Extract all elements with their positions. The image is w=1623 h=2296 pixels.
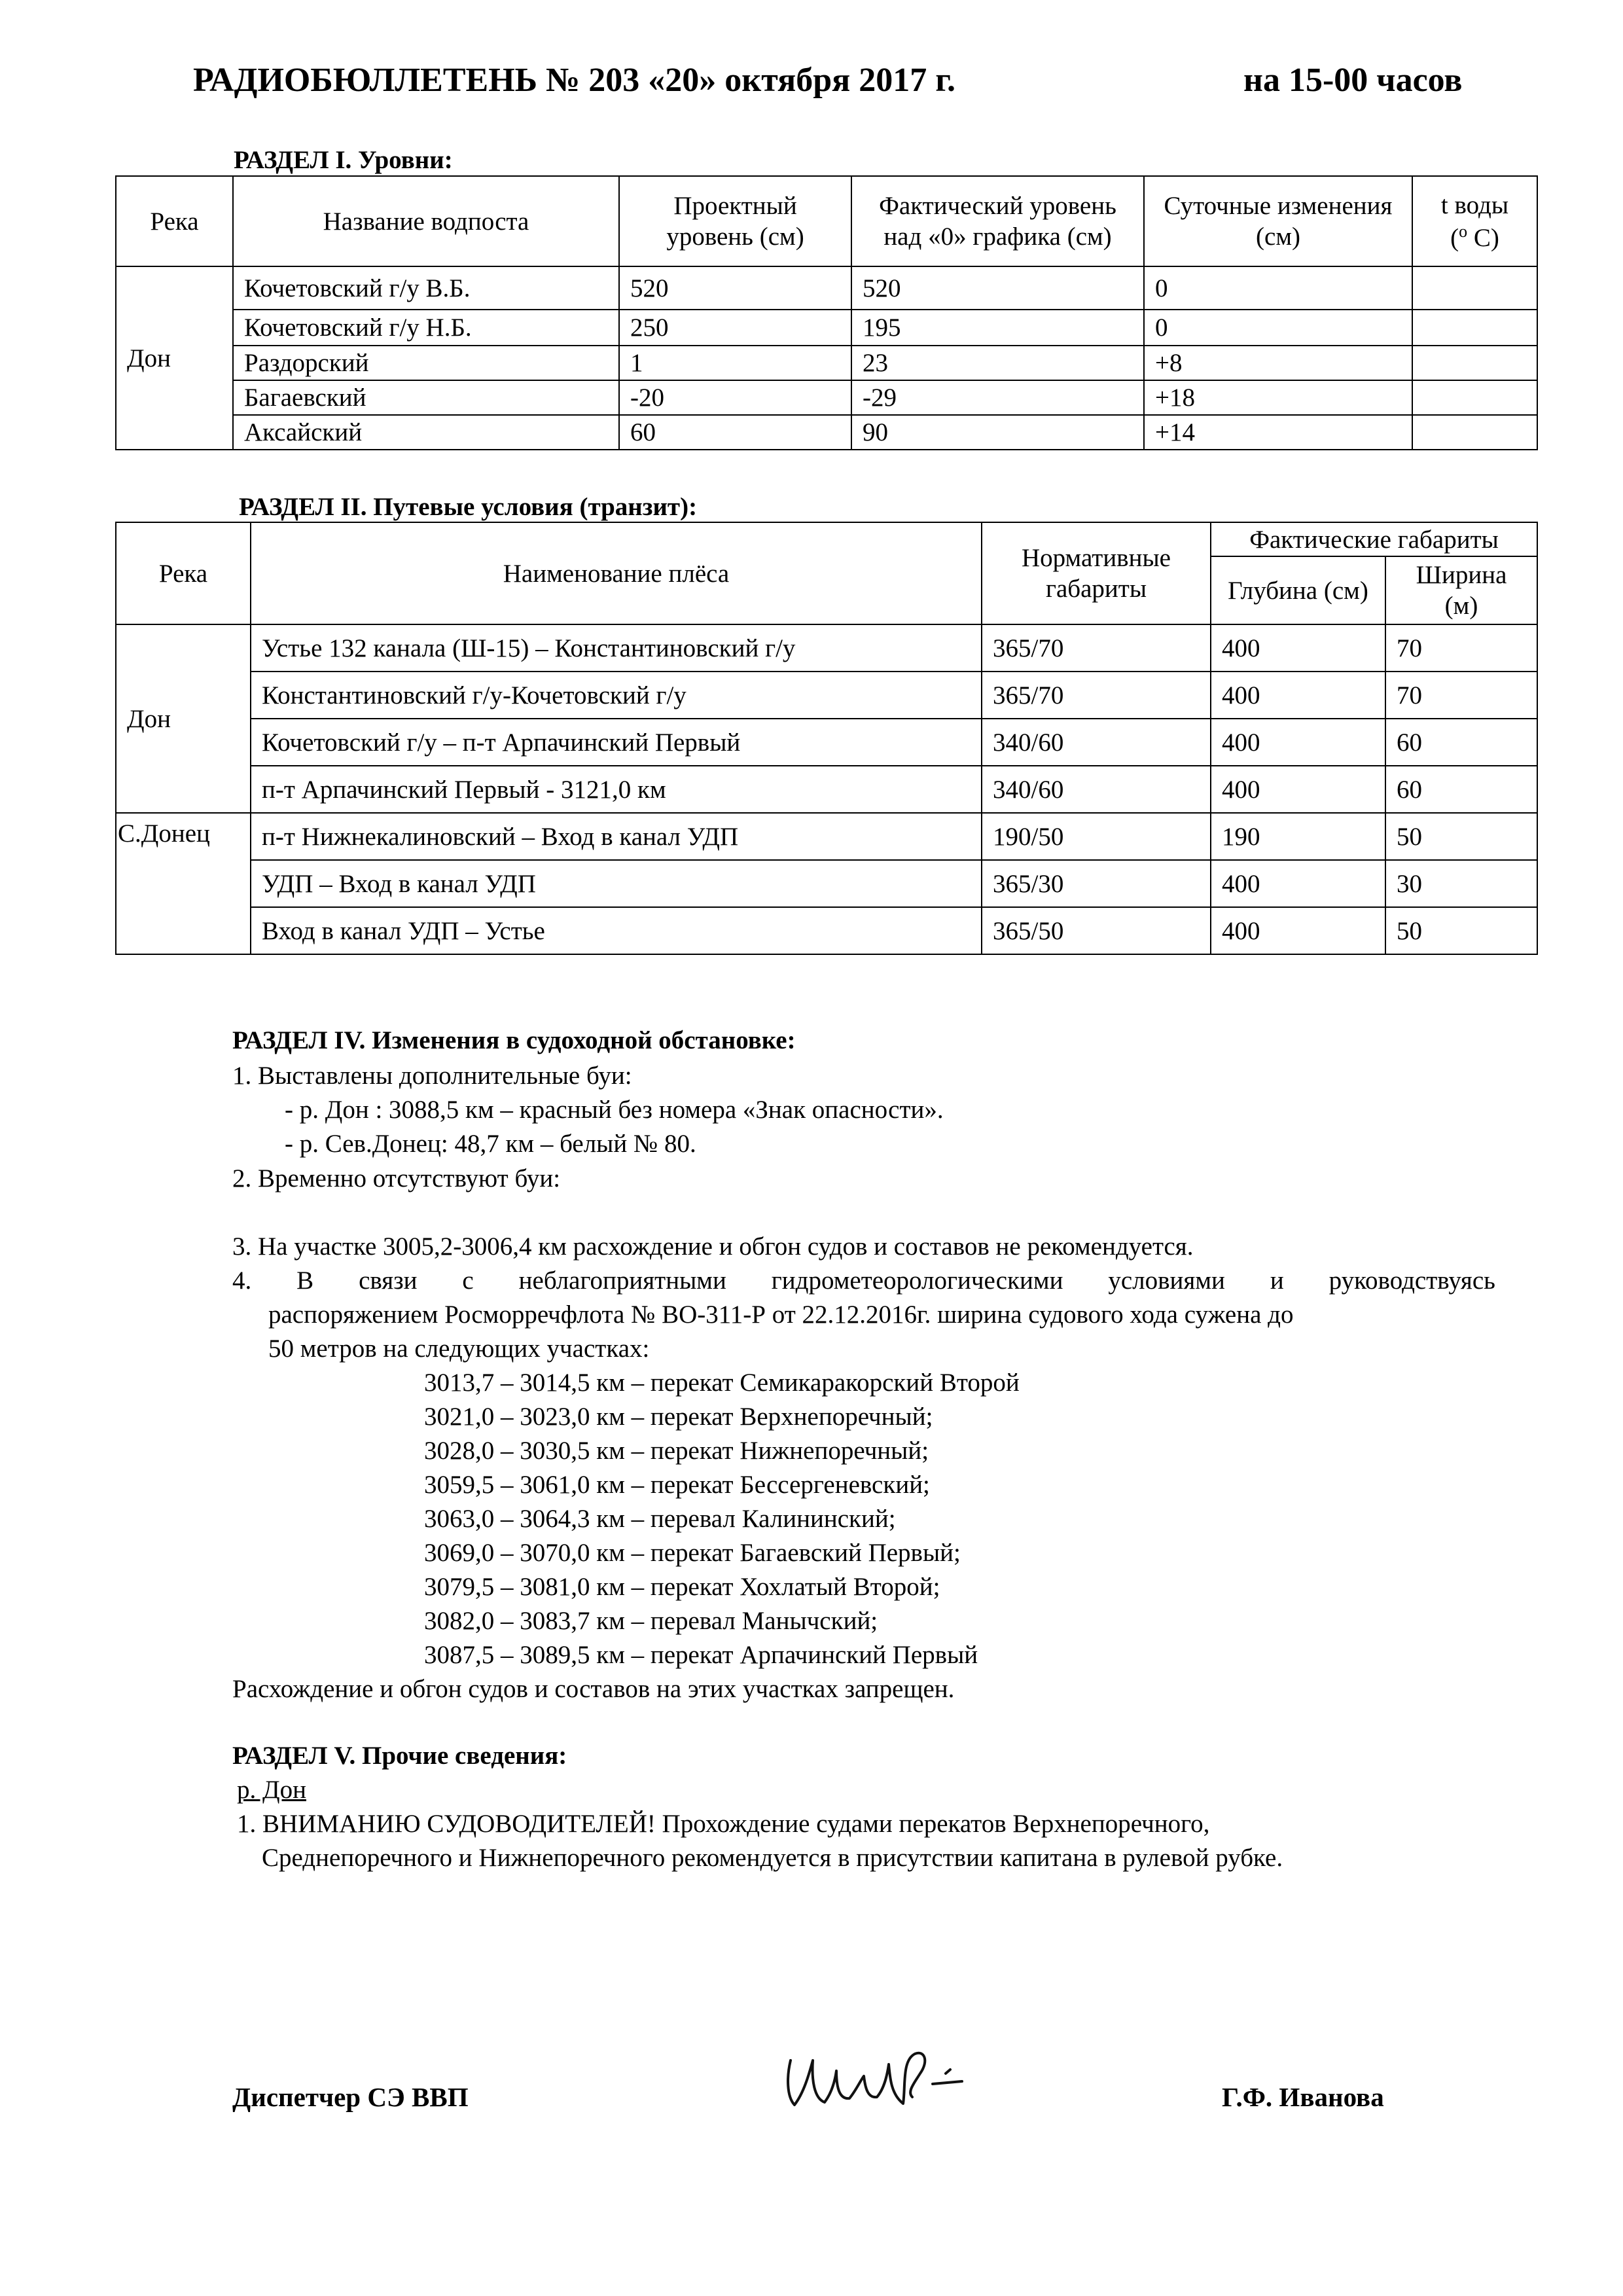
levels-table [115,175,1538,450]
narrowed-segment: 3013,7 – 3014,5 км – перекат Семикаракорский Второй [424,1369,1020,1397]
temp-value [1412,310,1537,346]
normative-value: 365/70 [982,672,1211,719]
item4-word: с [462,1266,474,1295]
width-value: 50 [1385,813,1537,860]
narrowed-segment: 3079,5 – 3081,0 км – перекат Хохлатый Второй; [424,1573,940,1601]
project-value: 250 [619,310,851,346]
item4-word: 4. [232,1266,252,1295]
table-row [116,907,1537,954]
actual-value: -29 [851,380,1144,415]
project-value: 60 [619,415,851,450]
col-actual-group: Фактические габариты [1211,522,1537,556]
item4-word: и [1270,1266,1284,1295]
depth-value: 400 [1211,624,1385,672]
temp-value [1412,346,1537,380]
section4-item1-a: - р. Дон : 3088,5 км – красный без номера «Знак опасности». [285,1096,944,1124]
post-name: Кочетовский г/у Н.Б. [233,310,619,346]
width-value: 30 [1385,860,1537,907]
section4-item1-b: - р. Сев.Донец: 48,7 км – белый № 80. [285,1130,696,1158]
narrowed-segment: 3059,5 – 3061,0 км – перекат Бессергеневский; [424,1471,930,1499]
dispatcher-name: Г.Ф. Иванова [1222,2082,1384,2112]
item4-word: В [296,1266,314,1295]
item4-word: условиями [1108,1266,1225,1295]
post-name: Кочетовский г/у В.Б. [233,266,619,310]
col-river: Река [116,522,251,624]
table-row [116,624,1537,672]
change-value: +8 [1144,346,1412,380]
temp-value [1412,380,1537,415]
narrowed-segment: 3063,0 – 3064,3 км – перевал Калининский; [424,1505,896,1533]
narrowed-segment: 3021,0 – 3023,0 км – перекат Верхнепоречный; [424,1403,933,1431]
reach-name: Константиновский г/у-Кочетовский г/у [251,672,982,719]
title-main: РАДИОБЮЛЛЕТЕНЬ № 203 «20» октября 2017 г. [193,62,956,99]
degree-sup: o [1459,221,1468,241]
item4-word: связи [359,1266,418,1295]
depth-value: 400 [1211,907,1385,954]
actual-value: 520 [851,266,1144,310]
river-cell-don: Дон [116,624,251,813]
section5-item1-line1: 1. ВНИМАНИЮ СУДОВОДИТЕЛЕЙ! Прохождение судами перекатов Верхнепоречного, [237,1810,1210,1838]
change-value: 0 [1144,310,1412,346]
table-row [116,310,1537,346]
dispatcher-position: Диспетчер СЭ ВВП [232,2082,469,2112]
post-name: Багаевский [233,380,619,415]
section5-item1-line2: Среднепоречного и Нижнепоречного рекомендуется в присутствии капитана в рулевой рубке. [262,1844,1283,1872]
col-reach: Наименование плёса [251,522,982,624]
transit-header-row [116,522,1537,556]
table-row [116,672,1537,719]
width-value: 50 [1385,907,1537,954]
section4-heading: РАЗДЕЛ IV. Изменения в судоходной обстановке: [232,1026,796,1054]
narrowed-segment: 3028,0 – 3030,5 км – перекат Нижнепоречный; [424,1437,929,1465]
post-name: Раздорский [233,346,619,380]
depth-value: 400 [1211,860,1385,907]
change-value: +14 [1144,415,1412,450]
normative-value: 365/70 [982,624,1211,672]
col-water-temp-unit: C) [1467,223,1499,252]
normative-value: 340/60 [982,719,1211,766]
col-post: Название водпоста [233,176,619,266]
table-row [116,860,1537,907]
section4-item4-line2: распоряжением Росморречфлота № ВО-311-Р от 22.12.2016г. ширина судового хода сужена до [268,1300,1294,1329]
reach-name: УДП – Вход в канал УДП [251,860,982,907]
item4-word: руководствуясь [1329,1266,1495,1295]
normative-value: 365/50 [982,907,1211,954]
project-value: 520 [619,266,851,310]
table-row [116,719,1537,766]
section5-river: р. Дон [237,1776,306,1804]
table-row [116,346,1537,380]
title-time: на 15-00 часов [1243,62,1463,99]
actual-value: 23 [851,346,1144,380]
table-row [116,813,1537,860]
actual-value: 195 [851,310,1144,346]
post-name: Аксайский [233,415,619,450]
width-value: 60 [1385,766,1537,813]
col-normative: Нормативные габариты [982,522,1211,624]
table-row [116,766,1537,813]
river-cell-sdonets: С.Донец [116,813,251,954]
section4-item2: 2. Временно отсутствуют буи: [232,1164,561,1193]
project-value: -20 [619,380,851,415]
table-row [116,380,1537,415]
normative-value: 365/30 [982,860,1211,907]
table-row [116,415,1537,450]
width-value: 70 [1385,624,1537,672]
section5-heading: РАЗДЕЛ V. Прочие сведения: [232,1742,567,1770]
normative-value: 340/60 [982,766,1211,813]
section4-item4-line3: 50 метров на следующих участках: [268,1335,650,1363]
col-water-temp-label: t воды [1440,190,1509,219]
river-cell: Дон [116,266,233,450]
change-value: 0 [1144,266,1412,310]
depth-value: 190 [1211,813,1385,860]
section2-heading: РАЗДЕЛ II. Путевые условия (транзит): [239,493,698,521]
temp-value [1412,266,1537,310]
reach-name: Кочетовский г/у – п-т Арпачинский Первый [251,719,982,766]
change-value: +18 [1144,380,1412,415]
item4-word: неблагоприятными [518,1266,726,1295]
reach-name: Устье 132 канала (Ш-15) – Константиновский г/у [251,624,982,672]
table-row [116,266,1537,310]
handwritten-signature [772,2041,982,2119]
normative-value: 190/50 [982,813,1211,860]
width-value: 70 [1385,672,1537,719]
narrowed-segment: 3069,0 – 3070,0 км – перекат Багаевский Первый; [424,1539,961,1567]
section4-item1: 1. Выставлены дополнительные буи: [232,1062,632,1090]
depth-value: 400 [1211,766,1385,813]
col-project-level: Проектный уровень (см) [619,176,851,266]
col-width: Ширина (м) [1385,556,1537,624]
levels-header-row [116,176,1537,266]
col-water-temp [1412,176,1537,266]
depth-value: 400 [1211,672,1385,719]
bulletin-title [193,60,1502,101]
width-value: 60 [1385,719,1537,766]
narrowed-segment: 3082,0 – 3083,7 км – перевал Манычский; [424,1607,878,1635]
reach-name: п-т Арпачинский Первый - 3121,0 км [251,766,982,813]
section4-item4-line1 [232,1266,1495,1297]
section4-item3: 3. На участке 3005,2-3006,4 км расхождение и обгон судов и составов не рекомендуется. [232,1232,1194,1261]
col-daily-change: Суточные изменения (см) [1144,176,1412,266]
col-water-temp-open: ( [1450,223,1459,252]
depth-value: 400 [1211,719,1385,766]
col-depth: Глубина (см) [1211,556,1385,624]
narrowed-segment: 3087,5 – 3089,5 км – перекат Арпачинский Первый [424,1641,978,1669]
col-actual-level: Фактический уровень над «0» графика (см) [851,176,1144,266]
section4-closing: Расхождение и обгон судов и составов на этих участках запрещен. [232,1675,955,1703]
temp-value [1412,415,1537,450]
project-value: 1 [619,346,851,380]
transit-table [115,522,1538,955]
reach-name: Вход в канал УДП – Устье [251,907,982,954]
col-river: Река [116,176,233,266]
section1-heading: РАЗДЕЛ I. Уровни: [234,146,453,174]
actual-value: 90 [851,415,1144,450]
reach-name: п-т Нижнекалиновский – Вход в канал УДП [251,813,982,860]
item4-word: гидрометеорологическими [771,1266,1063,1295]
